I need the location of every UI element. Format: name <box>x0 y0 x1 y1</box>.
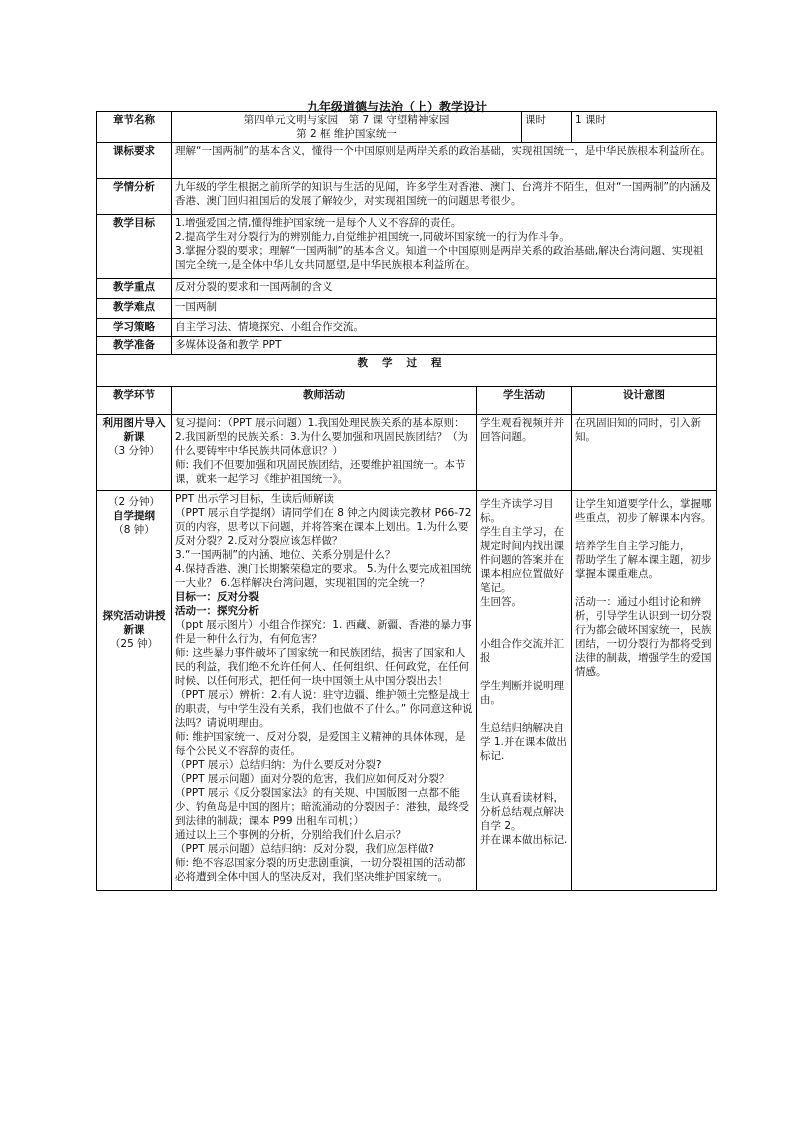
strategy-text: 自主学习法、情境探究、小组合作交流。 <box>172 319 717 337</box>
difficulty-row <box>97 299 717 319</box>
goals-text <box>172 215 717 279</box>
main-intent-line: 让学生知道要学什么，掌握哪些重点，初步了解课本内容。 <box>575 498 712 524</box>
intro-stage-time: （3 分钟） <box>107 445 161 457</box>
column-stage: 教学环节 <box>97 387 172 415</box>
analysis-text: 九年级的学生根据之前所学的知识与生活的见闻，许多学生对香港、澳门、台湾并不陌生，但对“一国两制”的内涵及香港、澳门回归祖国后的发展了解较少，对实现祖国统一的问题思考很少。 <box>172 179 717 215</box>
intro-teacher-line: 2.我国新型的民族关系：3.为什么要加强和巩固民族团结？（为什么要铸牢中华民族共同体意识？） <box>175 431 469 457</box>
key-points-label: 教学重点 <box>97 279 172 299</box>
goal-3: 3.掌握分裂的要求；理解“一国两制”的基本含义。知道一个中国原则是两岸关系的政治基础,解决台湾问题、实现祖国完全统一,是全体中华儿女共同愿望,是中华民族根本利益所在。 <box>175 245 704 271</box>
main-student-line: 学生自主学习，在规定时间内找出课件问题的答案并在课本相应位置做好笔记。 <box>480 526 564 594</box>
process-row-intro <box>97 415 717 491</box>
main-teacher-line: 师: 绝不容忍国家分裂的历史悲剧重演，一切分裂祖国的活动都必将遭到全体中国人的坚决反对，我们坚决维护国家统一。 <box>175 857 466 883</box>
intro-teacher-line: 复习提问：（PPT 展示问题）1.我国处理民族关系的基本原则： <box>175 417 465 429</box>
main-stage-title-top: 自学提纲 <box>113 510 155 522</box>
main-teacher-line: （ppt 展示图片）小组合作探究：1. 西藏、新疆、香港的暴力事件是一种什么行为，有何危害？ <box>175 619 472 645</box>
standards-text: 理解“一国两制”的基本含义，懂得一个中国原则是两岸关系的政治基础，实现祖国统一，是中华民族根本利益所在。 <box>172 143 717 179</box>
main-intent-line: 活动一：通过小组讨论和辨析，引导学生认识到一切分裂行为都会破坏国家统一，民族团结，一切分裂行为都将受到法律的制裁，增强学生的爱国情感。 <box>575 596 712 678</box>
main-stage-time-top2: （8 钟） <box>113 524 155 536</box>
hours-value: 1 课时 <box>572 112 717 143</box>
main-student-line: 学生齐读学习目标。 <box>480 498 554 524</box>
goals-row <box>97 215 717 279</box>
main-teacher <box>172 491 477 891</box>
key-points-text: 反对分裂的要求和一国两制的含义 <box>172 279 717 299</box>
main-intent-line: 培养学生自主学习能力， <box>575 540 691 552</box>
main-teacher-line: 4.保持香港、澳门长期繁荣稳定的要求。 5.为什么要完成祖国统一大业？ 6.怎样解决台湾问题，实现祖国的完全统一？ <box>175 563 472 589</box>
main-teacher-line: PPT 出示学习目标，生读后师解读 <box>175 493 334 505</box>
chapter-line1: 第四单元文明与家园 第 7 课 守望精神家园 <box>243 114 450 126</box>
chapter-line2: 第 2 框 维护国家统一 <box>296 128 397 140</box>
main-student-line <box>480 665 568 679</box>
column-student: 学生活动 <box>477 387 572 415</box>
activity-heading: 活动一：探究分析 <box>175 605 259 617</box>
chapter-value <box>172 112 522 143</box>
document-title: 九年级道德与法治（上）教学设计 <box>306 100 487 114</box>
difficulty-label: 教学难点 <box>97 299 172 319</box>
standards-row <box>97 143 717 179</box>
process-heading: 教学过程 <box>97 355 717 387</box>
goal-2: 2.提高学生对分裂行为的辨别能力,自觉维护祖国统一,同破坏国家统一的行为作斗争。 <box>175 231 570 243</box>
strategy-label: 学习策略 <box>97 319 172 337</box>
intro-stage <box>97 415 172 491</box>
column-header-row <box>97 387 717 415</box>
prep-row <box>97 337 717 355</box>
column-intent: 设计意图 <box>572 387 717 415</box>
main-stage <box>97 491 172 891</box>
main-teacher-line: 师: 维护国家统一、反对分裂，是爱国主义精神的具体体现，是每个公民义不容辞的责任。 <box>175 731 466 757</box>
prep-label: 教学准备 <box>97 337 172 355</box>
main-student-line <box>480 707 568 721</box>
hours-label: 课时 <box>522 112 572 143</box>
main-teacher-line: （PPT 展示《反分裂国家法》的有关规、中国版图一点都不能少、钓鱼岛是中国的图片；暗流涌动的分裂因子：港独，最终受到法律的制裁；课本 P99 出租车司机；） <box>175 787 469 827</box>
intro-teacher-line: 师: 我们不但要加强和巩固民族团结，还要维护祖国统一。本节课，就来一起学习《维护祖国统一》。 <box>175 459 466 485</box>
main-stage-title-bottom: 探究活动讲授新课 <box>102 610 166 636</box>
main-stage-time-top: （2 分钟） <box>107 496 161 508</box>
main-student <box>477 491 572 891</box>
prep-text: 多媒体设备和教学 PPT <box>172 337 717 355</box>
main-student-line: 学生判断并说明理由。 <box>480 680 564 706</box>
analysis-label: 学情分析 <box>97 179 172 215</box>
key-points-row <box>97 279 717 299</box>
analysis-row <box>97 179 717 215</box>
main-student-line: 生总结归纳解决自学 1.并在课本做出标记. <box>480 722 567 762</box>
strategy-row <box>97 319 717 337</box>
main-student-line <box>480 609 568 637</box>
difficulty-text: 一国两制 <box>172 299 717 319</box>
main-teacher-line: （PPT 展示问题）面对分裂的危害，我们应如何反对分裂？ <box>175 773 450 785</box>
main-intent-line <box>575 525 713 539</box>
main-student-line: 生回答。 <box>480 596 522 608</box>
goal-1: 1.增强爱国之情,懂得维护国家统一是每个人义不容辞的责任。 <box>175 217 462 229</box>
main-teacher-line: （PPT 展示）辨析：2.有人说：驻守边疆、维护领土完整是战士的职责，与中学生没有关系，我们也做不了什么。” 你同意这种说法吗？请说明理由。 <box>175 689 473 729</box>
main-teacher-line: （PPT 展示）总结归纳：为什么要反对分裂? <box>175 759 382 771</box>
main-student-line: 生认真看读材料，分析总结观点解决自学 2。 <box>480 792 564 832</box>
main-stage-time-bottom: （25 钟） <box>109 638 159 650</box>
intro-teacher <box>172 415 477 491</box>
main-student-line: 并在课本做出标记. <box>480 834 568 846</box>
process-heading-row <box>97 355 717 387</box>
standards-label: 课标要求 <box>97 143 172 179</box>
main-intent <box>572 491 717 891</box>
objective-heading: 目标一：反对分裂 <box>175 591 259 603</box>
intro-student: 学生观看视频并并回答问题。 <box>477 415 572 491</box>
main-teacher-line: 3.“一国两制”的内涵、地位、关系分别是什么？ <box>175 549 396 561</box>
process-row-main <box>97 491 717 891</box>
chapter-label: 章节名称 <box>97 112 172 143</box>
main-teacher-line: 通过以上三个事例的分析，分别给我们什么启示？ <box>175 829 406 841</box>
column-teacher: 教师活动 <box>172 387 477 415</box>
intro-stage-title: 利用图片导入新课 <box>102 417 166 443</box>
main-intent-line: 帮助学生了解本课主题，初步掌握本课重难点。 <box>575 554 712 580</box>
intro-intent: 在巩固旧知的同时，引入新知。 <box>572 415 717 491</box>
main-intent-line <box>575 581 713 595</box>
chapter-row <box>97 112 717 143</box>
main-teacher-line: （PPT 展示问题）总结归纳：反对分裂，我们应怎样做? <box>175 843 434 855</box>
main-student-line: 小组合作交流并汇报 <box>480 638 564 664</box>
main-teacher-line: 师: 这些暴力事件破坏了国家统一和民族团结，损害了国家和人民的利益，我们绝不允许任何人、任何组织、任何政党，在任何时候、以任何形式，把任何一块中国领土从中国分裂出去！ <box>175 647 469 687</box>
goals-label: 教学目标 <box>97 215 172 279</box>
main-student-line <box>480 763 568 791</box>
lesson-plan-table <box>96 111 717 891</box>
main-teacher-line: （PPT 展示自学提纲）请同学们在 8 钟之内阅读完教材 P66-72 页的内容，思考以下问题，并将答案在课本上划出。1.为什么要反对分裂？2.反对分裂应该怎样做？ <box>175 507 472 547</box>
